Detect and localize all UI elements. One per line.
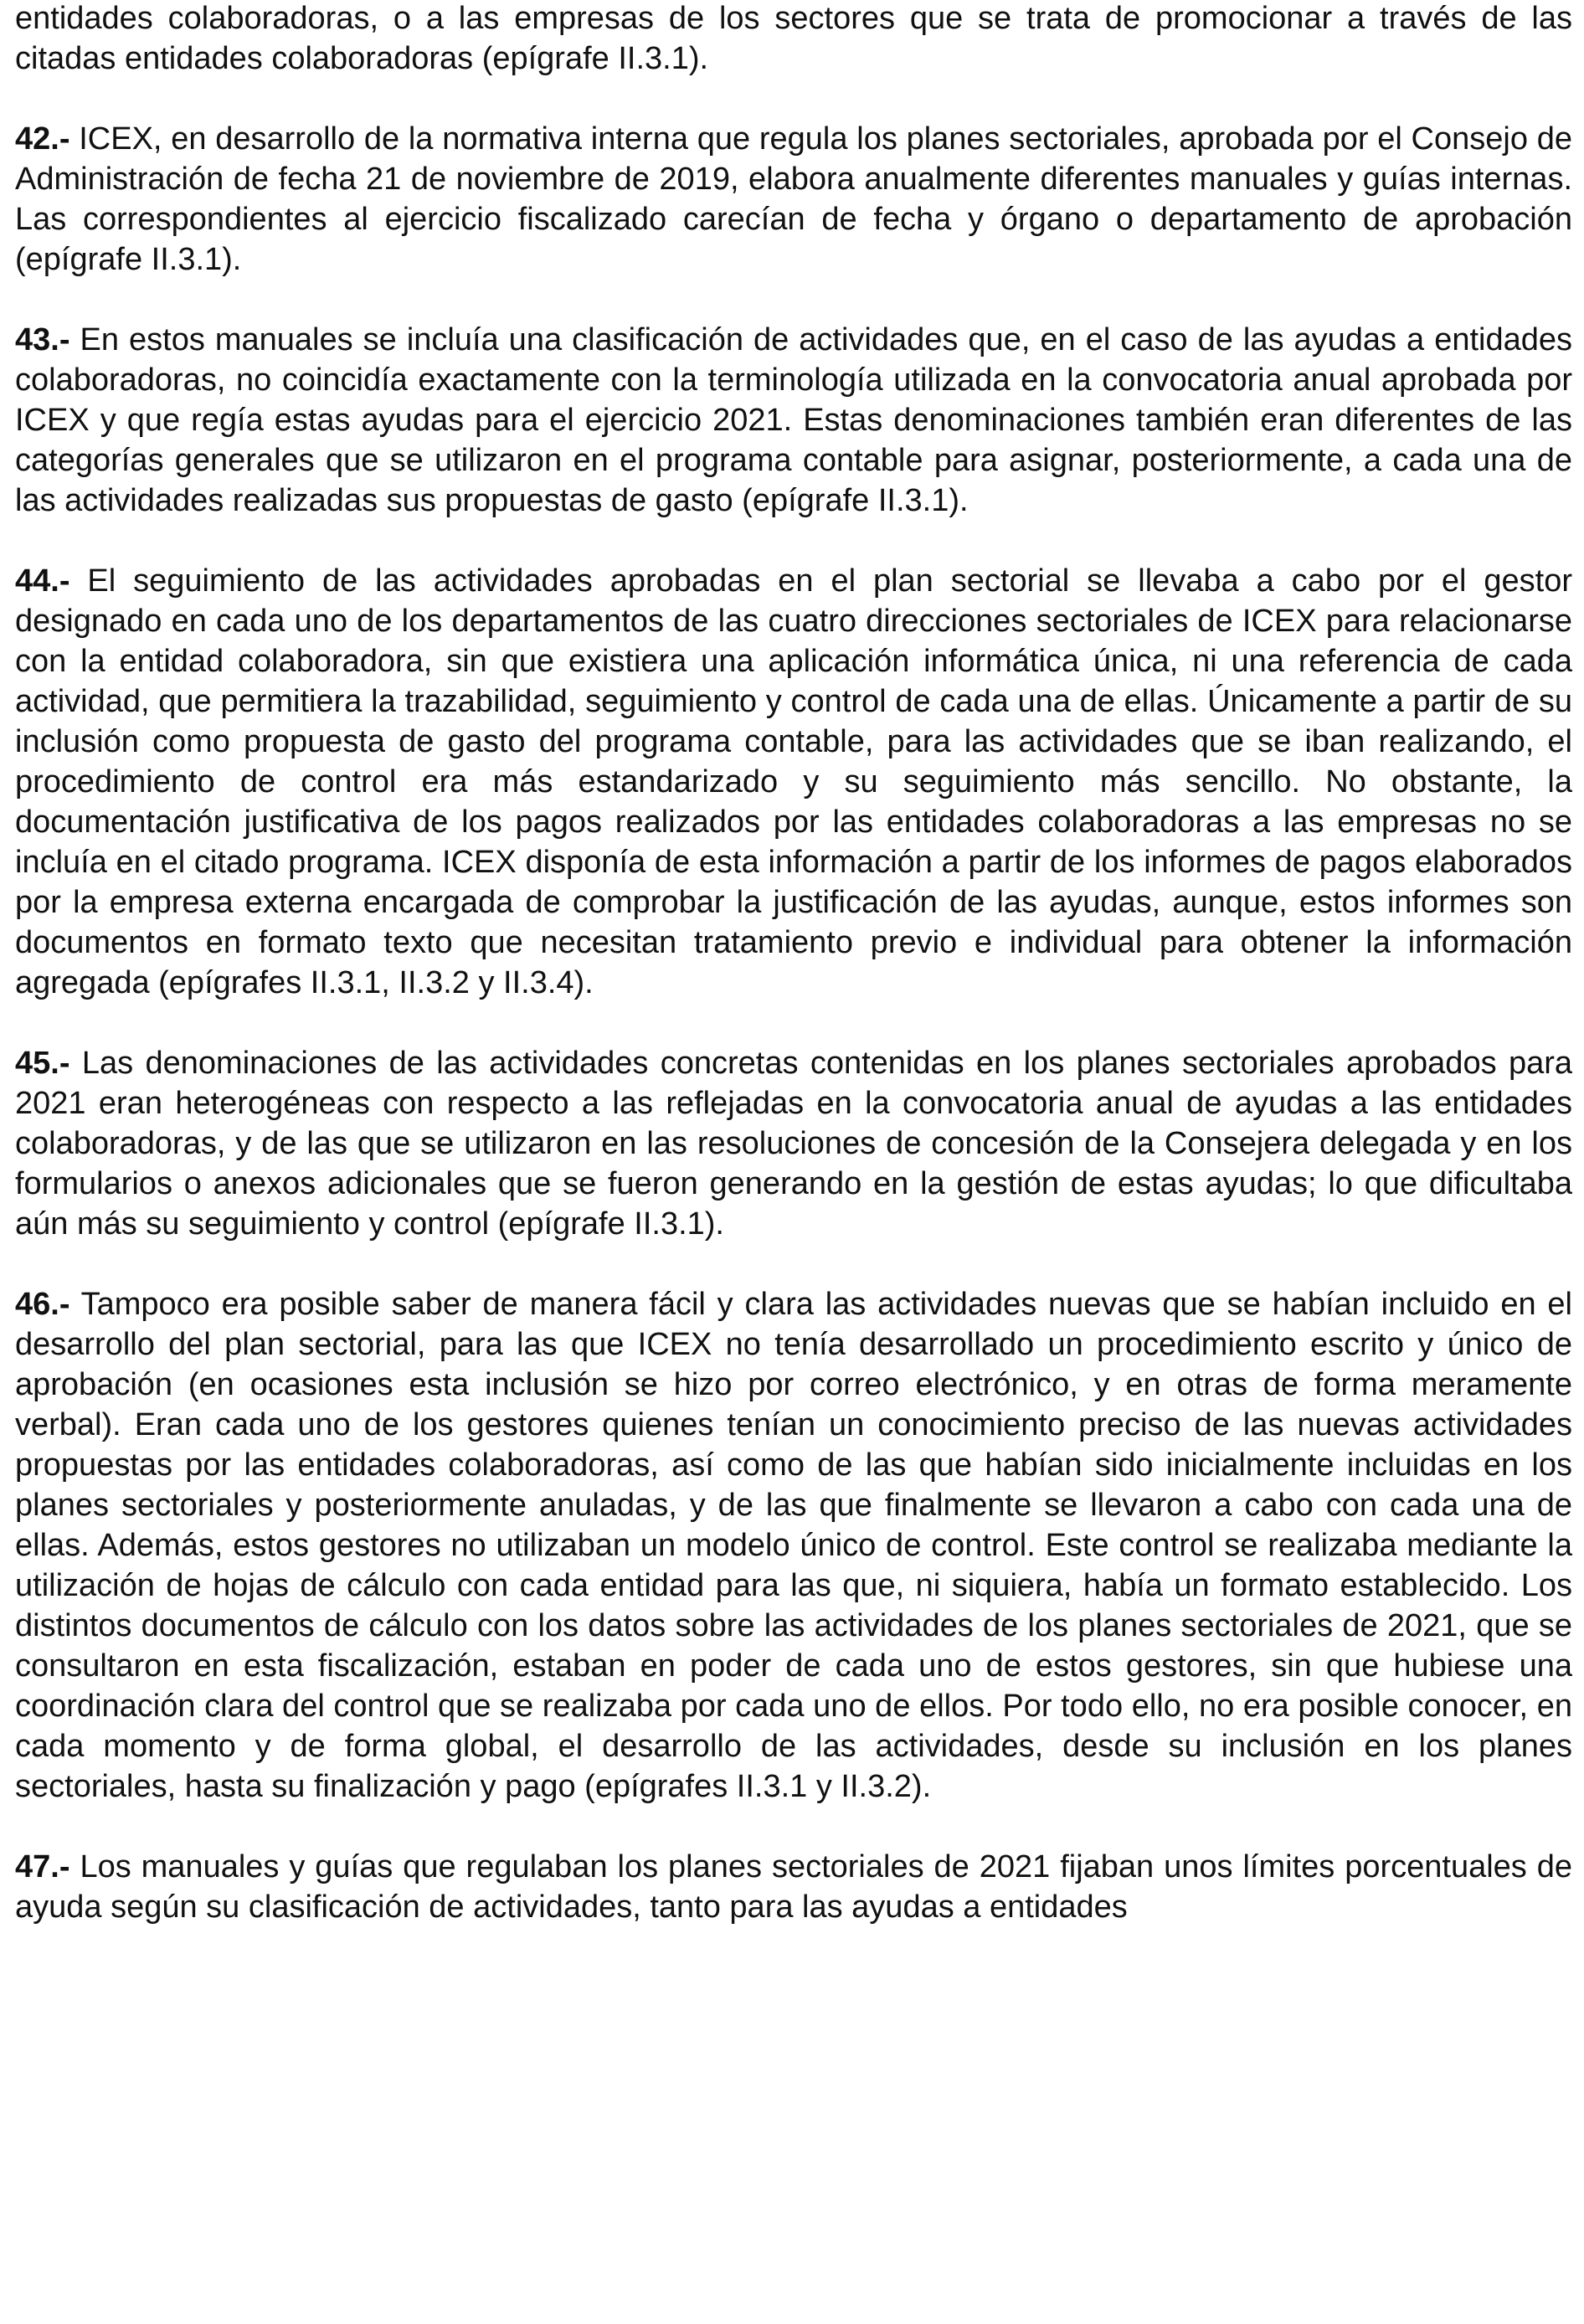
paragraph-text: Los manuales y guías que regulaban los planes sectoriales de 2021 fijaban unos límites porcentuales de ayuda según su clasificación de actividades, tanto para las ayudas a entidades	[15, 1849, 1572, 1925]
paragraph-number: 47.-	[15, 1849, 70, 1884]
paragraph-46	[15, 1284, 1572, 1807]
paragraph-43	[15, 320, 1572, 521]
paragraph-number: 44.-	[15, 563, 70, 599]
paragraph-number: 45.-	[15, 1046, 70, 1081]
paragraph-text: El seguimiento de las actividades aprobadas en el plan sectorial se llevaba a cabo por el gestor designado en cada uno de los departamentos de las cuatro direcciones sectoriales de ICEX para relacionarse con la entidad colaboradora, sin que existiera una aplicación informática única, ni una referencia de cada actividad, que permitiera la trazabilidad, seguimiento y control de cada una de ellas. Únicamente a partir de su inclusión como propuesta de gasto del programa contable, para las actividades que se iban realizando, el procedimiento de control era más estandarizado y su seguimiento más sencillo. No obstante, la documentación justificativa de los pagos realizados por las entidades colaboradoras a las empresas no se incluía en el citado programa. ICEX disponía de esta información a partir de los informes de pagos elaborados por la empresa externa encargada de comprobar la justificación de las ayudas, aunque, estos informes son documentos en formato texto que necesitan tratamiento previo e individual para obtener la información agregada (epígrafes II.3.1, II.3.2 y II.3.4).	[15, 563, 1572, 1000]
paragraph-text: entidades colaboradoras, o a las empresas de los sectores que se trata de promocionar a través de las citadas entidades colaboradoras (epígrafe II.3.1).	[15, 1, 1572, 76]
paragraph-text: En estos manuales se incluía una clasificación de actividades que, en el caso de las ayudas a entidades colaboradoras, no coincidía exactamente con la terminología utilizada en la convocatoria anual aprobada por ICEX y que regía estas ayudas para el ejercicio 2021. Estas denominaciones también eran diferentes de las categorías generales que se utilizaron en el programa contable para asignar, posteriormente, a cada una de las actividades realizadas sus propuestas de gasto (epígrafe II.3.1).	[15, 322, 1572, 518]
paragraph-44	[15, 561, 1572, 1003]
paragraph-number: 46.-	[15, 1287, 70, 1322]
paragraph-42	[15, 119, 1572, 280]
document-page	[15, 0, 1572, 1967]
paragraph-text: Tampoco era posible saber de manera fácil y clara las actividades nuevas que se habían incluido en el desarrollo del plan sectorial, para las que ICEX no tenía desarrollado un procedimiento escrito y único de aprobación (en ocasiones esta inclusión se hizo por correo electrónico, y en otras de forma meramente verbal). Eran cada uno de los gestores quienes tenían un conocimiento preciso de las nuevas actividades propuestas por las entidades colaboradoras, así como de las que habían sido inicialmente incluidas en los planes sectoriales y posteriormente anuladas, y de las que finalmente se llevaron a cabo con cada una de ellas. Además, estos gestores no utilizaban un modelo único de control. Este control se realizaba mediante la utilización de hojas de cálculo con cada entidad para las que, ni siquiera, había un formato establecido. Los distintos documentos de cálculo con los datos sobre las actividades de los planes sectoriales de 2021, que se consultaron en esta fiscalización, estaban en poder de cada uno de estos gestores, sin que hubiese una coordinación clara del control que se realizaba por cada uno de ellos. Por todo ello, no era posible conocer, en cada momento y de forma global, el desarrollo de las actividades, desde su inclusión en los planes sectoriales, hasta su finalización y pago (epígrafes II.3.1 y II.3.2).	[15, 1287, 1572, 1804]
paragraph-47	[15, 1847, 1572, 1927]
paragraph-number: 42.-	[15, 121, 70, 157]
paragraph-text: ICEX, en desarrollo de la normativa interna que regula los planes sectoriales, aprobada por el Consejo de Administración de fecha 21 de noviembre de 2019, elabora anualmente diferentes manuales y guías internas. Las correspondientes al ejercicio fiscalizado carecían de fecha y órgano o departamento de aprobación (epígrafe II.3.1).	[15, 121, 1572, 277]
paragraph-41-continuation	[15, 0, 1572, 79]
paragraph-45	[15, 1043, 1572, 1244]
paragraph-number: 43.-	[15, 322, 70, 357]
paragraph-text: Las denominaciones de las actividades concretas contenidas en los planes sectoriales aprobados para 2021 eran heterogéneas con respecto a las reflejadas en la convocatoria anual de ayudas a las entidades colaboradoras, y de las que se utilizaron en las resoluciones de concesión de la Consejera delegada y en los formularios o anexos adicionales que se fueron generando en la gestión de estas ayudas; lo que dificultaba aún más su seguimiento y control (epígrafe II.3.1).	[15, 1046, 1573, 1242]
